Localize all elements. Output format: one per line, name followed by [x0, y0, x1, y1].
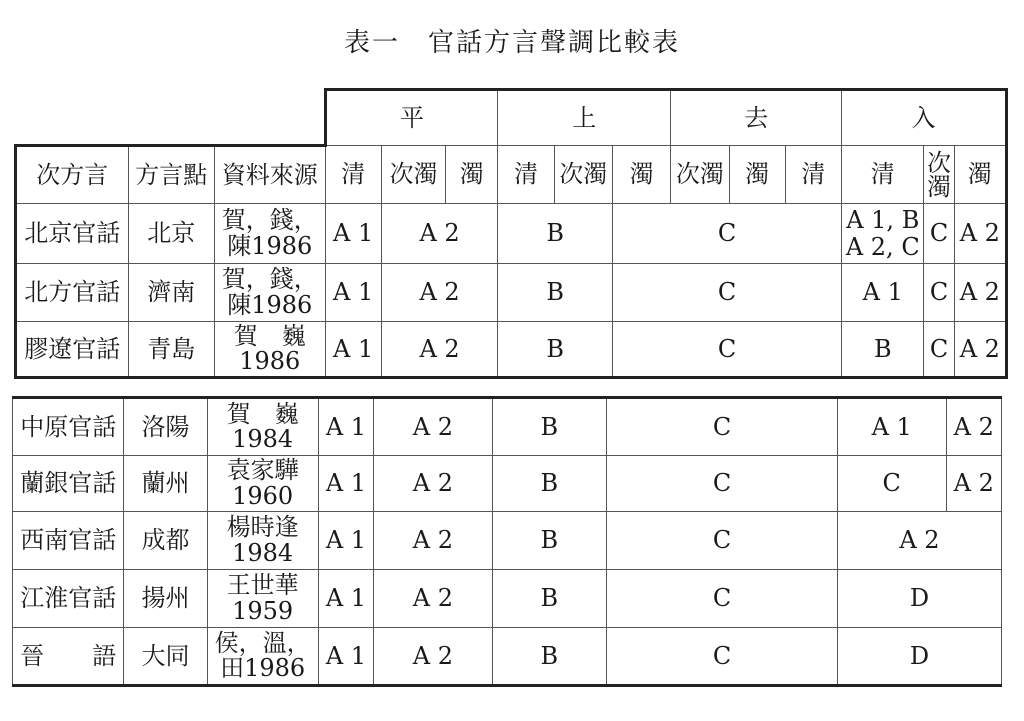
- tone-ru: D: [837, 628, 1001, 686]
- header-place: 方言點: [128, 146, 214, 204]
- data-source: 賀，錢， 陳1986: [214, 264, 325, 322]
- dialect-name: 北方官話: [16, 264, 129, 322]
- dialect-name: 中原官話: [13, 398, 124, 456]
- dialect-name: 晉 語: [13, 628, 124, 686]
- header-qu-cizhuo: 次濁: [671, 146, 729, 204]
- tone-ping-qing: A 1: [318, 512, 373, 570]
- header-qu-zhuo: 濁: [729, 146, 785, 204]
- tone-ru-qing: B: [842, 322, 924, 378]
- tone-qu: C: [607, 456, 838, 512]
- dialect-name: 蘭銀官話: [13, 456, 124, 512]
- tone-ru-qing: A 1: [842, 264, 924, 322]
- dialect-name: 膠遼官話: [16, 322, 129, 378]
- tone-ping-zhuo: A 2: [374, 456, 492, 512]
- header-ru-zhuo: 濁: [954, 146, 1006, 204]
- tone-ru-zhuo: A 2: [954, 322, 1006, 378]
- header-qu-qing: 清: [785, 146, 841, 204]
- tone-qu: C: [612, 204, 841, 264]
- group-shang: 上: [498, 90, 671, 146]
- tone-shang: B: [492, 398, 607, 456]
- table-row: [13, 456, 1002, 512]
- tone-ping-zhuo: A 2: [374, 512, 492, 570]
- data-source: 賀，錢， 陳1986: [214, 204, 325, 264]
- dialect-place: 蘭州: [124, 456, 207, 512]
- header-ping-qing: 清: [325, 146, 381, 204]
- dialect-place: 成都: [124, 512, 207, 570]
- table-row: [13, 398, 1002, 456]
- tone-qu: C: [607, 570, 838, 628]
- data-source: 賀 巍 1984: [207, 398, 318, 456]
- tone-ru-qing: A 1, B A 2, C: [842, 204, 924, 264]
- data-source: 賀 巍 1986: [214, 322, 325, 378]
- tone-ping-qing: A 1: [318, 398, 373, 456]
- group-ping: 平: [325, 90, 498, 146]
- table-row: [13, 512, 1002, 570]
- header-ru-cizhuo: 次濁: [924, 146, 954, 204]
- table-row: [13, 628, 1002, 686]
- header-source: 資料來源: [214, 146, 325, 204]
- tone-qu: C: [607, 512, 838, 570]
- table-row: [16, 264, 1007, 322]
- dialect-name: 北京官話: [16, 204, 129, 264]
- dialect-place: 大同: [124, 628, 207, 686]
- tone-shang: B: [498, 204, 613, 264]
- tone-ping-qing: A 1: [325, 204, 381, 264]
- table-row: [16, 204, 1007, 264]
- tone-ping-qing: A 1: [318, 570, 373, 628]
- dialect-place: 北京: [128, 204, 214, 264]
- tone-ping-qing: A 1: [318, 628, 373, 686]
- tone-ping-qing: A 1: [325, 322, 381, 378]
- header-dialect: 次方言: [16, 146, 129, 204]
- tone-qu: C: [607, 398, 838, 456]
- group-qu: 去: [671, 90, 842, 146]
- tone-qu: C: [612, 264, 841, 322]
- tone-ping-zhuo: A 2: [381, 204, 498, 264]
- tone-ping-qing: A 1: [325, 264, 381, 322]
- tone-shang: B: [492, 456, 607, 512]
- tone-shang: B: [492, 628, 607, 686]
- dialect-place: 洛陽: [124, 398, 207, 456]
- tone-ru-cizhuo: C: [924, 204, 954, 264]
- tone-shang: B: [492, 512, 607, 570]
- header-shang-zhuo: 濁: [612, 146, 670, 204]
- tone-shang: B: [498, 322, 613, 378]
- data-source: 侯，溫， 田1986: [207, 628, 318, 686]
- tone-ping-zhuo: A 2: [381, 264, 498, 322]
- dialect-place: 濟南: [128, 264, 214, 322]
- dialect-name: 江淮官話: [13, 570, 124, 628]
- tone-ru-zhuo: A 2: [946, 456, 1002, 512]
- tone-ping-zhuo: A 2: [374, 398, 492, 456]
- table-title: 表一 官話方言聲調比較表: [343, 28, 680, 58]
- data-source: 王世華 1959: [207, 570, 318, 628]
- tone-qu: C: [612, 322, 841, 378]
- header-ping-zhuo: 濁: [446, 146, 498, 204]
- header-shang-cizhuo: 次濁: [554, 146, 612, 204]
- tone-ru: D: [837, 570, 1001, 628]
- tone-qu: C: [607, 628, 838, 686]
- dialect-place: 揚州: [124, 570, 207, 628]
- tone-ru-cizhuo: C: [924, 322, 954, 378]
- table-row: [16, 322, 1007, 378]
- table-row: [13, 570, 1002, 628]
- tone-ru-qing: A 1: [837, 398, 946, 456]
- tone-ru-zhuo: A 2: [954, 264, 1006, 322]
- tone-ping-zhuo: A 2: [381, 322, 498, 378]
- tone-table-lower: [12, 396, 1002, 687]
- tone-ru-zhuo: A 2: [946, 398, 1002, 456]
- tone-table-upper: [14, 88, 1008, 379]
- dialect-name: 西南官話: [13, 512, 124, 570]
- tone-shang: B: [498, 264, 613, 322]
- tone-ru: A 2: [837, 512, 1001, 570]
- tone-shang: B: [492, 570, 607, 628]
- group-ru: 入: [842, 90, 1007, 146]
- header-ping-cizhuo: 次濁: [381, 146, 445, 204]
- tone-ping-qing: A 1: [318, 456, 373, 512]
- tone-ru-qing: C: [837, 456, 946, 512]
- tone-ping-zhuo: A 2: [374, 628, 492, 686]
- tone-ru-cizhuo: C: [924, 264, 954, 322]
- header-shang-qing: 清: [498, 146, 554, 204]
- tone-ru-zhuo: A 2: [954, 204, 1006, 264]
- dialect-place: 青島: [128, 322, 214, 378]
- data-source: 袁家驊 1960: [207, 456, 318, 512]
- tone-ping-zhuo: A 2: [374, 570, 492, 628]
- header-ru-qing: 清: [842, 146, 924, 204]
- data-source: 楊時逢 1984: [207, 512, 318, 570]
